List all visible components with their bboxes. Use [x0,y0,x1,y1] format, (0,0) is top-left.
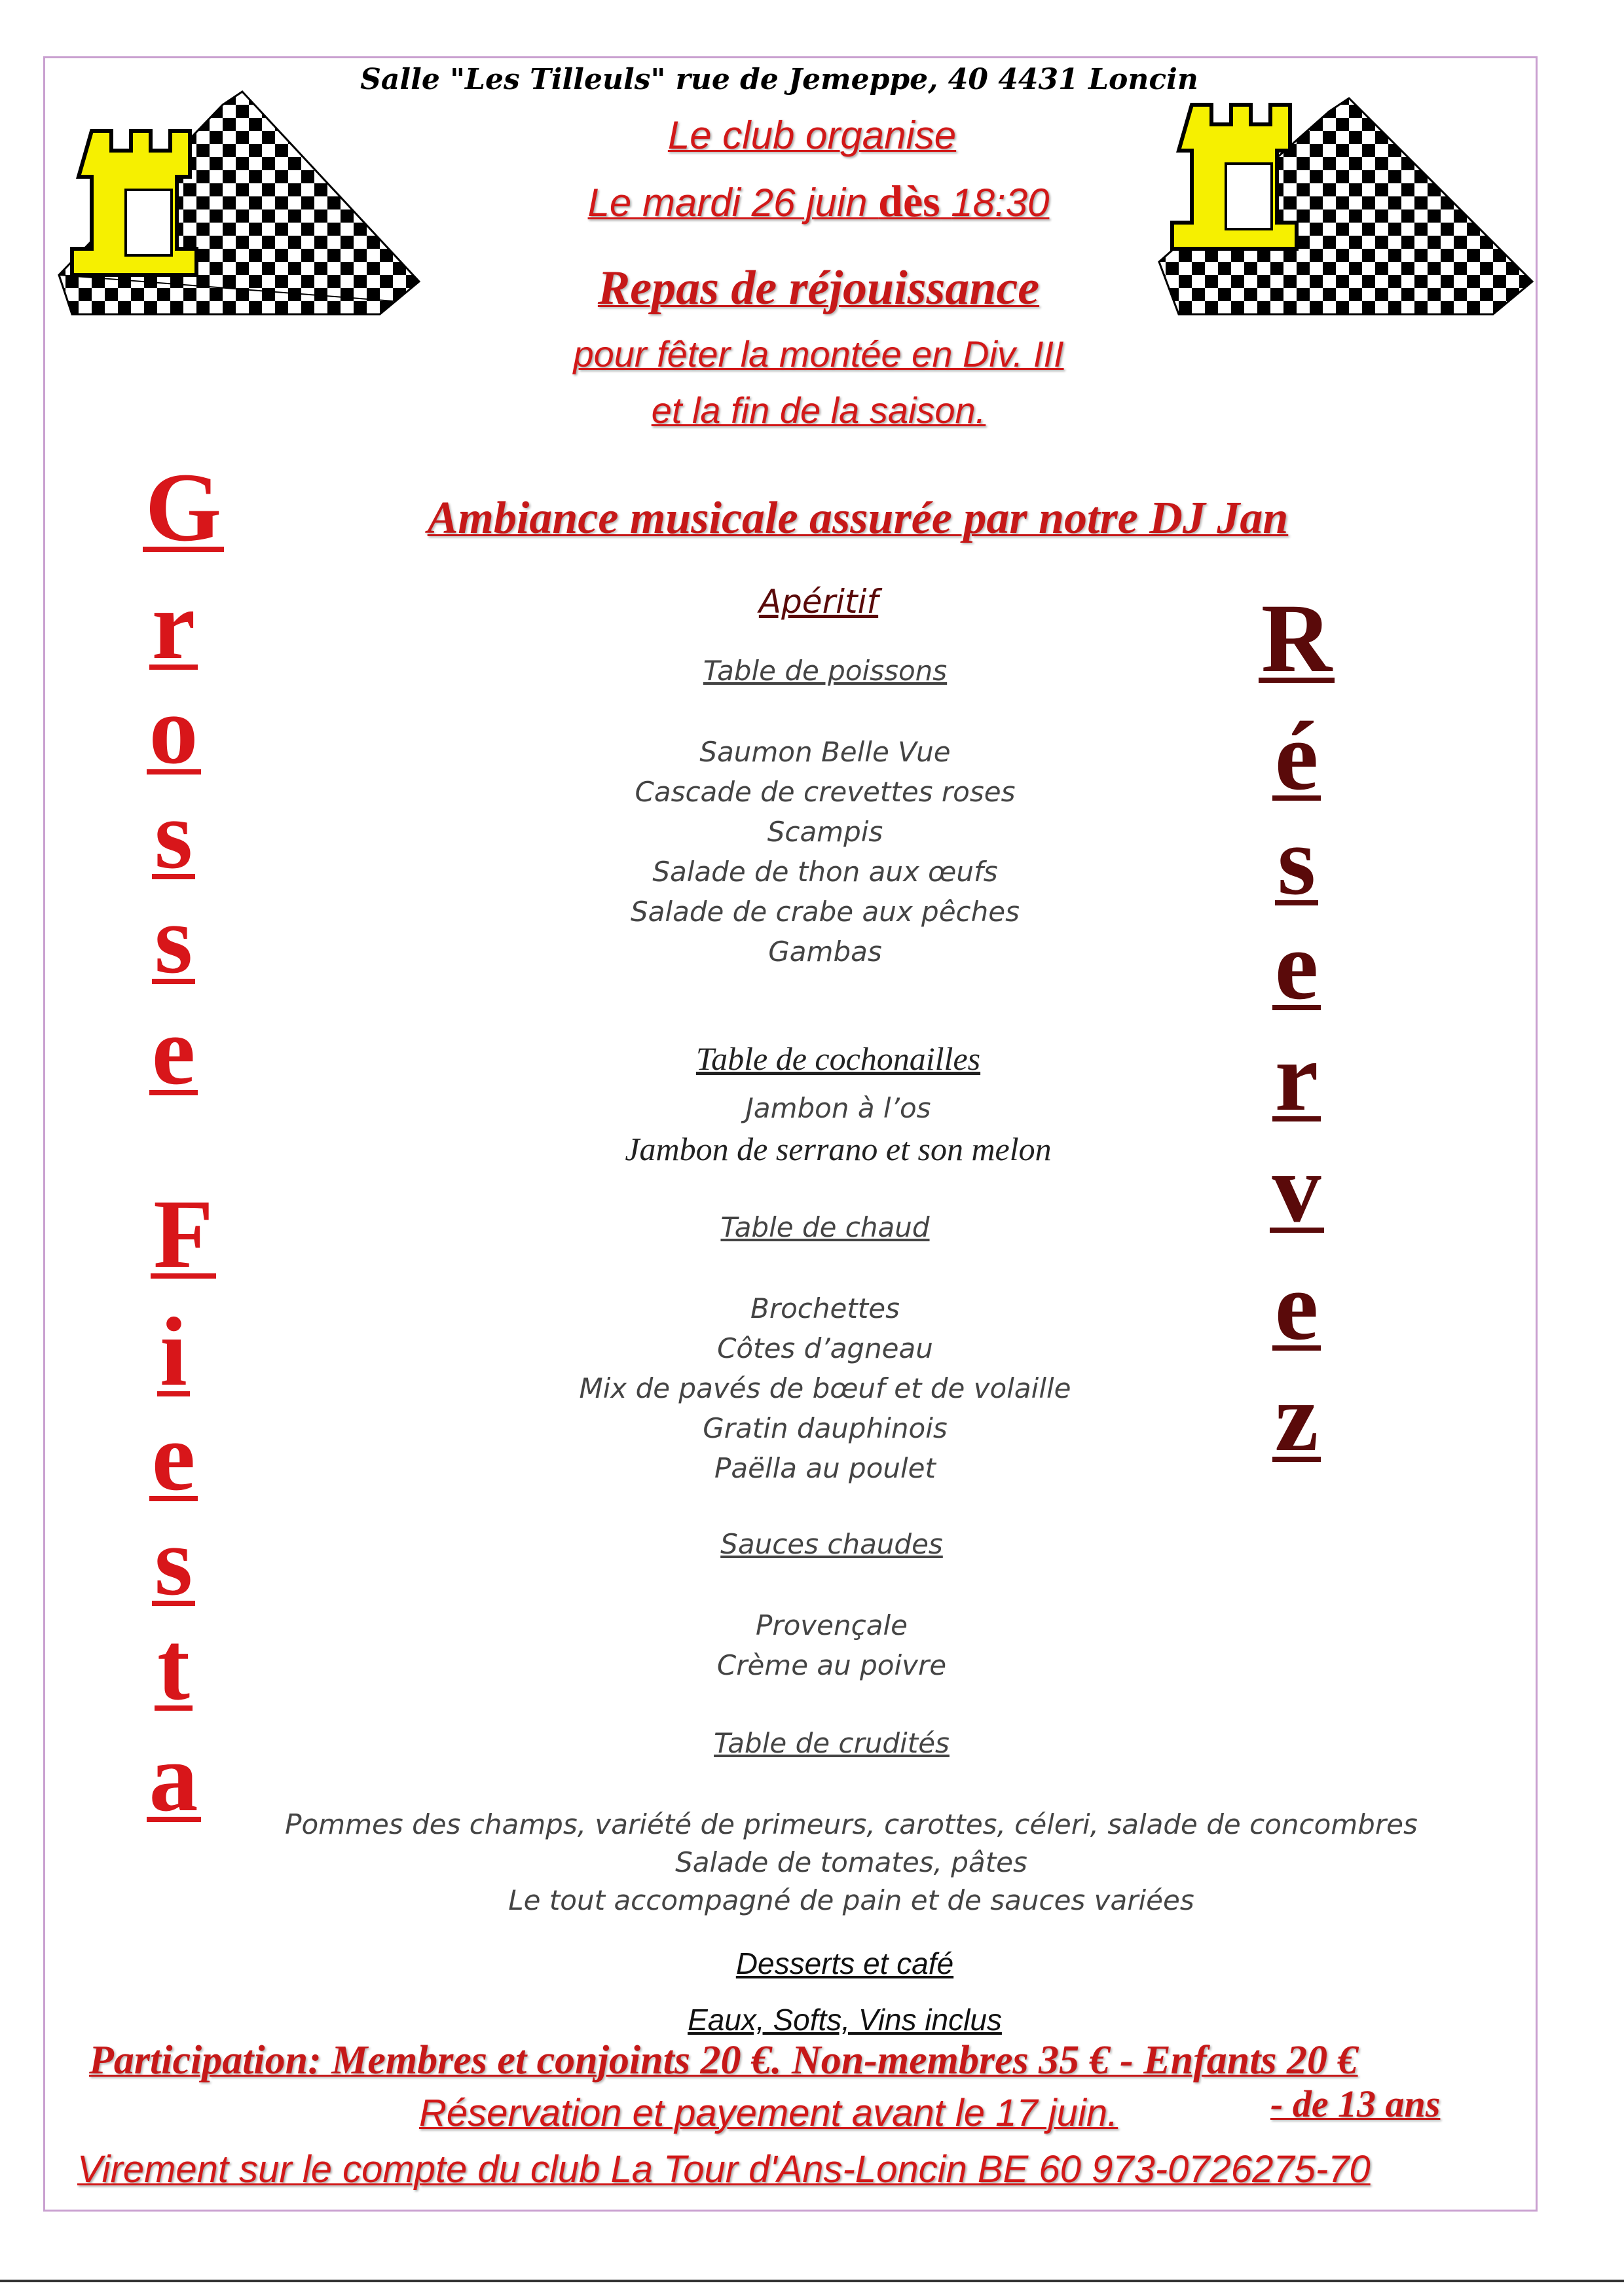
list-item: Scampis [767,816,883,848]
vertical-letter-left-text: i [157,1313,190,1396]
vertical-letter-right-text: v [1270,1149,1324,1233]
menu-veg-list [282,1806,1421,1920]
footer-age-note: - de 13 ans [1270,2083,1441,2125]
bottom-rule [0,2280,1624,2282]
list-item: Brochettes [750,1292,900,1324]
list-item: Le tout accompagné de pain et de sauces variées [508,1884,1194,1916]
list-item: Crème au poivre [716,1649,947,1681]
event-subtitle-2: et la fin de la saison. [651,390,986,431]
vertical-letter-left-text: o [147,691,201,774]
list-item: Mix de pavés de bœuf et de volaille [579,1372,1071,1404]
vertical-letter-left [108,1507,239,1616]
event-date-time: 18:30 [951,181,1050,225]
list-item: Provençale [756,1609,908,1641]
vertical-letter-left-text: s [152,795,195,879]
vertical-letter-left [108,1402,239,1511]
vertical-letter-left [108,676,239,784]
vertical-letter-left-text: s [152,1522,195,1606]
event-date [524,175,1113,227]
menu-veg-header: Table de crudités [714,1727,950,1759]
list-item: Cascade de crevettes roses [635,776,1016,808]
list-item: Côtes d’agneau [717,1332,933,1364]
footer-reservation: Réservation et payement avant le 17 juin. [419,2092,1118,2134]
vertical-letter-left [108,885,239,994]
list-item: Gratin dauphinois [703,1412,948,1444]
vertical-letter-right-text: é [1272,717,1321,801]
vertical-letter-left-text: G [143,468,225,552]
menu-sauce-list [557,1605,1107,1685]
vertical-letter-left-text: F [151,1195,216,1279]
vertical-letter-right [1231,1252,1362,1360]
list-item: Salade de thon aux œufs [652,856,998,888]
vertical-letter-left [108,780,239,889]
vertical-letter-left-text: e [149,1011,198,1095]
list-item: Paëlla au poulet [714,1452,936,1484]
vertical-letter-right [1231,1023,1362,1131]
menu-drinks: Eaux, Softs, Vins inclus [688,2003,1002,2037]
footer-transfer: Virement sur le compte du club La Tour d'Ans-Loncin BE 60 973-0726275-70 [77,2148,1371,2191]
vertical-letter-left [108,1723,239,1832]
club-organise: Le club organise [667,113,957,157]
list-item: Salade de crabe aux pêches [631,896,1020,928]
vertical-letter-right-text: r [1272,1038,1321,1121]
list-item: Gambas [768,936,882,968]
venue-address: Salle "Les Tilleuls" rue de Jemeppe, 40 4431 Loncin [360,63,1198,96]
chess-rook-board-icon-left [52,79,432,327]
vertical-letter-left [118,453,249,562]
vertical-letter-left [108,571,239,680]
ambiance-line: Ambiance musicale assurée par notre DJ Jan [427,493,1289,543]
list-item: Pommes des champs, variété de primeurs, carottes, céleri, salade de concombres [285,1808,1418,1840]
vertical-letter-right-text: s [1275,822,1318,905]
menu-pork-item-1: Jambon à l’os [745,1092,931,1124]
footer-participation: Participation: Membres et conjoints 20 €. Non-membres 35 € - Enfants 20 € [89,2038,1358,2083]
menu-hot-header: Table de chaud [720,1211,930,1243]
vertical-letter-right-text: e [1272,926,1321,1010]
vertical-letter-left-text: e [149,1417,198,1501]
menu-pork-header: Table de cochonailles [695,1040,981,1077]
vertical-letter-left-text: t [155,1627,193,1711]
menu-pork-item-2: Jambon de serrano et son melon [625,1131,1052,1167]
vertical-letter-right [1231,1134,1362,1243]
vertical-letter-right [1231,584,1362,693]
vertical-letter-right-text: e [1272,1267,1321,1351]
vertical-letter-left-text: a [147,1738,201,1822]
vertical-letter-left [118,1180,249,1288]
menu-fish-list [491,732,1159,972]
vertical-letter-right [1231,702,1362,811]
vertical-letter-right [1231,807,1362,915]
vertical-letter-right-text: z [1272,1378,1321,1462]
event-date-des: dès [878,176,940,226]
menu-fish-header: Table de poissons [703,655,948,687]
menu-sauce-header: Sauces chaudes [720,1528,943,1560]
vertical-letter-left-text: r [149,586,198,670]
vertical-letter-left-text: s [152,900,195,984]
event-title: Repas de réjouissance [597,261,1040,315]
vertical-letter-left [108,1298,239,1406]
vertical-letter-right [1231,911,1362,1020]
event-date-prefix: Le mardi 26 juin [587,181,868,225]
vertical-letter-left [108,996,239,1105]
vertical-letter-right-text: R [1259,599,1335,683]
menu-hot-list [458,1288,1192,1488]
menu-aperitif: Apéritif [758,583,879,621]
menu-dessert: Desserts et café [735,1946,954,1980]
chess-rook-board-icon-right [1153,92,1539,327]
vertical-letter-left [108,1612,239,1721]
list-item: Saumon Belle Vue [699,736,951,768]
event-subtitle-1: pour fêter la montée en Div. III [573,333,1064,374]
list-item: Salade de tomates, pâtes [675,1846,1027,1878]
vertical-letter-right [1231,1363,1362,1472]
